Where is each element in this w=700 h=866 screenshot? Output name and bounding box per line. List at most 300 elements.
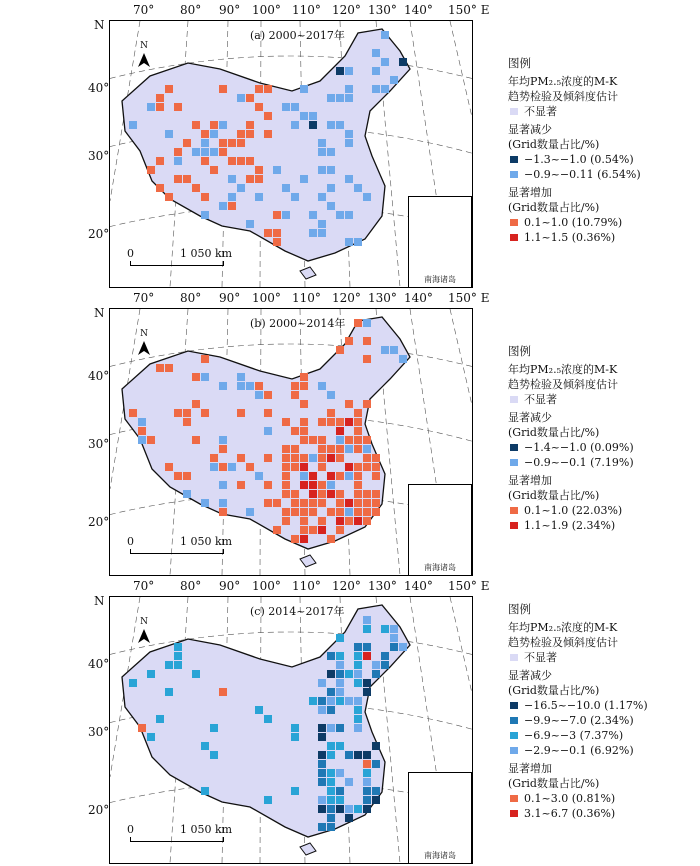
grid-cell [390, 346, 398, 354]
grid-cell [282, 463, 290, 471]
grid-cell [327, 769, 335, 777]
grid-cell [246, 94, 254, 102]
lon-label-90: 90° [219, 3, 241, 17]
map-frame-c [109, 596, 473, 864]
grid-cell [354, 652, 362, 660]
legend-not-sig: 不显著 [508, 650, 698, 665]
grid-cell [336, 499, 344, 507]
grid-cell [138, 427, 146, 435]
north-arrow-a: N [140, 41, 148, 51]
grid-cell [309, 454, 317, 462]
grid-cell [345, 517, 353, 525]
grid-cell [291, 499, 299, 507]
grid-cell [228, 139, 236, 147]
lat-label-30: 30° [88, 149, 110, 163]
grid-cell [399, 643, 407, 651]
grid-cell [300, 472, 308, 480]
grid-cell [327, 742, 335, 750]
grid-cell [300, 535, 308, 543]
grid-cell [273, 211, 281, 219]
grid-cell [300, 454, 308, 462]
grid-cell [300, 175, 308, 183]
grid-cell [192, 400, 200, 408]
grid-cell [327, 508, 335, 516]
grid-cell [228, 175, 236, 183]
grid-cell [264, 391, 272, 399]
grid-cell [336, 94, 344, 102]
grid-cell [345, 130, 353, 138]
legend-increase-unit: (Grid数量占比/%) [508, 201, 600, 214]
grid-cell [300, 436, 308, 444]
grid-cell [336, 508, 344, 516]
grid-cell [291, 427, 299, 435]
scale-bar-a [130, 261, 224, 266]
grid-cell [327, 778, 335, 786]
grid-cell [165, 463, 173, 471]
grid-cell [336, 346, 344, 354]
legend-heading: 图例 [508, 602, 531, 616]
grid-cell [309, 211, 317, 219]
north-arrow-icon-b [137, 341, 151, 355]
grid-cell [309, 112, 317, 120]
grid-cell [318, 697, 326, 705]
grid-cell [219, 499, 227, 507]
grid-cell [327, 202, 335, 210]
grid-cell [156, 184, 164, 192]
grid-cell [282, 481, 290, 489]
grid-cell [219, 121, 227, 129]
grid-cell [345, 508, 353, 516]
lat-label-n: N [94, 306, 105, 320]
grid-cell [363, 625, 371, 633]
grid-cell [354, 184, 362, 192]
grid-cell [318, 436, 326, 444]
grid-cell [318, 490, 326, 498]
grid-cell [219, 688, 227, 696]
grid-cell [165, 661, 173, 669]
grid-cell [174, 103, 182, 111]
grid-cell [210, 166, 218, 174]
lon-label-100: 100° [252, 291, 281, 305]
lon-label-110: 110° [292, 3, 321, 17]
lat-label-30: 30° [88, 437, 110, 451]
scale-zero-a: 0 [127, 247, 134, 260]
legend-item: 1.1~1.5 (0.36%) [508, 230, 698, 245]
grid-cell [264, 130, 272, 138]
legend-increase-unit: (Grid数量占比/%) [508, 777, 600, 790]
grid-cell [372, 508, 380, 516]
grid-cell [291, 490, 299, 498]
grid-cell [318, 445, 326, 453]
grid-cell [210, 130, 218, 138]
grid-cell [291, 508, 299, 516]
grid-cell [327, 445, 335, 453]
panel-c [0, 576, 700, 866]
grid-cell [336, 427, 344, 435]
grid-cell [363, 805, 371, 813]
grid-cell [336, 517, 344, 525]
grid-cell [228, 193, 236, 201]
grid-cell [318, 526, 326, 534]
legend-item: 0.1~1.0 (10.79%) [508, 215, 698, 230]
grid-cell [390, 634, 398, 642]
grid-cell [345, 400, 353, 408]
grid-cell [363, 760, 371, 768]
lat-label-20: 20° [88, 227, 110, 241]
grid-cell [228, 463, 236, 471]
lat-label-n: N [94, 18, 105, 32]
grid-cell [345, 67, 353, 75]
grid-cell [255, 382, 263, 390]
grid-cell [363, 679, 371, 687]
grid-cell [345, 472, 353, 480]
grid-cell [192, 373, 200, 381]
legend-decrease-unit: (Grid数量占比/%) [508, 684, 600, 697]
grid-cell [183, 409, 191, 417]
grid-cell [309, 481, 317, 489]
grid-cell [219, 148, 227, 156]
grid-cell [183, 490, 191, 498]
grid-cell [345, 418, 353, 426]
grid-cell [327, 535, 335, 543]
north-arrow-icon-a [137, 53, 151, 67]
grid-cell [174, 148, 182, 156]
grid-cell [264, 427, 272, 435]
legend-b [508, 344, 698, 533]
grid-cell [327, 787, 335, 795]
grid-cell [210, 724, 218, 732]
grid-cell [255, 103, 263, 111]
grid-cell [327, 121, 335, 129]
grid-cell [318, 463, 326, 471]
grid-cell [129, 121, 137, 129]
grid-cell [372, 670, 380, 678]
grid-cell [372, 796, 380, 804]
grid-cell [255, 166, 263, 174]
grid-cell [138, 418, 146, 426]
grid-cell [345, 175, 353, 183]
legend-item: 1.1~1.9 (2.34%) [508, 518, 698, 533]
grid-cell [291, 103, 299, 111]
grid-cell [291, 121, 299, 129]
grid-cell [345, 211, 353, 219]
grid-cell [372, 742, 380, 750]
grid-cell [363, 400, 371, 408]
grid-cell [372, 760, 380, 768]
grid-cell [201, 373, 209, 381]
grid-cell [282, 445, 290, 453]
grid-cell [354, 670, 362, 678]
grid-cell [345, 445, 353, 453]
grid-cell [327, 166, 335, 174]
grid-cell [183, 418, 191, 426]
inset-scs-a [408, 196, 472, 288]
lon-label-110: 110° [292, 291, 321, 305]
grid-cell [336, 787, 344, 795]
lon-label-90: 90° [219, 579, 241, 593]
legend-item: −9.9~−7.0 (2.34%) [508, 713, 698, 728]
grid-cell [228, 202, 236, 210]
grid-cell [147, 103, 155, 111]
grid-cell [192, 148, 200, 156]
grid-cell [219, 202, 227, 210]
grid-cell [363, 454, 371, 462]
grid-cell [354, 679, 362, 687]
north-arrow-c: N [140, 617, 148, 627]
grid-cell [174, 472, 182, 480]
grid-cell [192, 436, 200, 444]
legend-decrease-unit: (Grid数量占比/%) [508, 426, 600, 439]
grid-cell [219, 463, 227, 471]
grid-cell [372, 499, 380, 507]
grid-cell [264, 499, 272, 507]
legend-increase-unit: (Grid数量占比/%) [508, 489, 600, 502]
grid-cell [363, 193, 371, 201]
grid-cell [165, 688, 173, 696]
grid-cell [201, 499, 209, 507]
grid-cell [183, 139, 191, 147]
grid-cell [336, 805, 344, 813]
grid-cell [183, 175, 191, 183]
grid-cell [327, 94, 335, 102]
grid-cell [381, 661, 389, 669]
grid-cell [345, 463, 353, 471]
grid-cell [336, 670, 344, 678]
lat-label-n: N [94, 594, 105, 608]
grid-cell [282, 211, 290, 219]
grid-cell [237, 409, 245, 417]
grid-cell [318, 796, 326, 804]
grid-cell [336, 661, 344, 669]
scale-distance-c: 1 050 km [180, 823, 233, 836]
grid-cell [246, 121, 254, 129]
legend-item: 0.1~1.0 (22.03%) [508, 503, 698, 518]
grid-cell [237, 139, 245, 147]
grid-cell [201, 157, 209, 165]
grid-cell [336, 724, 344, 732]
grid-cell [363, 778, 371, 786]
lon-label-80: 80° [180, 291, 202, 305]
grid-cell [147, 733, 155, 741]
grid-cell [336, 436, 344, 444]
grid-cell [354, 427, 362, 435]
legend-not-sig: 不显著 [508, 104, 698, 119]
grid-cell [282, 472, 290, 480]
grid-cell [354, 418, 362, 426]
grid-cell [246, 175, 254, 183]
grid-cell [255, 175, 263, 183]
legend-subtitle-1: 年均PM₂.₅浓度的M-K [508, 75, 618, 88]
grid-cell [336, 211, 344, 219]
grid-cell [147, 436, 155, 444]
grid-cell [372, 49, 380, 57]
grid-cell [381, 58, 389, 66]
grid-cell [282, 490, 290, 498]
grid-cell [237, 130, 245, 138]
legend-decrease-title: 显著减少 [508, 669, 552, 682]
legend-increase-title: 显著增加 [508, 762, 552, 775]
grid-cell [210, 148, 218, 156]
grid-cell [345, 499, 353, 507]
legend-item: 3.1~6.7 (0.36%) [508, 806, 698, 821]
legend-decrease-unit: (Grid数量占比/%) [508, 138, 600, 151]
grid-cell [318, 769, 326, 777]
legend-subtitle-1: 年均PM₂.₅浓度的M-K [508, 621, 618, 634]
grid-cell [381, 652, 389, 660]
grid-cell [300, 400, 308, 408]
lon-label-80: 80° [180, 579, 202, 593]
grid-cell [210, 463, 218, 471]
grid-cell [255, 391, 263, 399]
grid-cell [354, 463, 362, 471]
legend-increase-title: 显著增加 [508, 186, 552, 199]
grid-cell [264, 481, 272, 489]
lat-label-20: 20° [88, 803, 110, 817]
grid-cell [219, 85, 227, 93]
grid-cell [327, 697, 335, 705]
grid-cell [318, 220, 326, 228]
grid-cell [354, 472, 362, 480]
grid-cell [354, 715, 362, 723]
grid-cell [363, 787, 371, 795]
grid-cell [354, 643, 362, 651]
grid-cell [318, 778, 326, 786]
grid-cell [255, 193, 263, 201]
grid-cell [363, 688, 371, 696]
grid-cell [327, 724, 335, 732]
grid-cell [327, 454, 335, 462]
grid-cell [327, 670, 335, 678]
grid-cell [264, 454, 272, 462]
grid-cell [291, 463, 299, 471]
grid-cell [291, 787, 299, 795]
grid-cell [336, 490, 344, 498]
grid-cell [318, 193, 326, 201]
grid-cell [246, 463, 254, 471]
grid-cell [327, 796, 335, 804]
grid-cell [363, 517, 371, 525]
grid-cell [237, 157, 245, 165]
grid-cell [318, 166, 326, 174]
grid-cell [381, 625, 389, 633]
grid-cell [264, 409, 272, 417]
grid-cell [219, 508, 227, 516]
grid-cell [219, 445, 227, 453]
grid-cell [246, 220, 254, 228]
grid-cell [399, 355, 407, 363]
grid-cell [273, 526, 281, 534]
grid-cell [336, 67, 344, 75]
inset-label-a: 南海诸岛 [424, 275, 456, 284]
grid-cell [327, 148, 335, 156]
grid-cell [318, 706, 326, 714]
grid-cell [363, 355, 371, 363]
grid-cell [363, 445, 371, 453]
grid-cell [318, 418, 326, 426]
scale-distance-a: 1 050 km [180, 247, 233, 260]
legend-a [508, 56, 698, 245]
grid-cell [363, 643, 371, 651]
grid-cell [336, 652, 344, 660]
lon-label-150: 150° E [448, 3, 490, 17]
grid-cell [174, 661, 182, 669]
grid-cell [354, 436, 362, 444]
grid-cell [327, 823, 335, 831]
grid-cell [264, 796, 272, 804]
grid-cell [174, 643, 182, 651]
lat-label-40: 40° [88, 369, 110, 383]
grid-cell [318, 148, 326, 156]
grid-cell [300, 418, 308, 426]
grid-cell [129, 679, 137, 687]
grid-cell [336, 418, 344, 426]
legend-item: −2.9~−0.1 (6.92%) [508, 743, 698, 758]
grid-cell [354, 724, 362, 732]
grid-cell [354, 409, 362, 417]
grid-cell [129, 409, 137, 417]
grid-cell [318, 139, 326, 147]
inset-scs-b [408, 484, 472, 576]
grid-cell [363, 319, 371, 327]
panel-b [0, 288, 700, 578]
lon-label-150: 150° E [448, 579, 490, 593]
scale-distance-b: 1 050 km [180, 535, 233, 548]
grid-cell [354, 499, 362, 507]
grid-cell [363, 499, 371, 507]
grid-cell [354, 238, 362, 246]
lon-label-80: 80° [180, 3, 202, 17]
grid-cell [363, 751, 371, 759]
grid-cell [345, 85, 353, 93]
legend-item: −1.3~−1.0 (0.54%) [508, 152, 698, 167]
china-outline-a [122, 29, 410, 261]
legend-subtitle-2: 趋势检验及倾斜度估计 [508, 90, 618, 103]
grid-cell [372, 490, 380, 498]
grid-cell [309, 499, 317, 507]
north-arrow-b: N [140, 329, 148, 339]
grid-cell [255, 85, 263, 93]
grid-cell [219, 382, 227, 390]
grid-cell [291, 454, 299, 462]
grid-cell [327, 418, 335, 426]
grid-cell [372, 661, 380, 669]
grid-cell [309, 436, 317, 444]
grid-cell [354, 517, 362, 525]
grid-cell [318, 805, 326, 813]
grid-cell [336, 634, 344, 642]
grid-cell [282, 184, 290, 192]
lon-label-140: 140° [404, 579, 433, 593]
grid-cell [282, 418, 290, 426]
grid-cell [246, 508, 254, 516]
lon-label-120: 120° [332, 3, 361, 17]
grid-cell [318, 751, 326, 759]
grid-cell [363, 463, 371, 471]
grid-cell [327, 706, 335, 714]
grid-cell [156, 364, 164, 372]
grid-cell [345, 94, 353, 102]
lon-label-150: 150° E [448, 291, 490, 305]
grid-cell [345, 751, 353, 759]
legend-c [508, 602, 698, 821]
grid-cell [282, 454, 290, 462]
grid-cell [318, 229, 326, 237]
grid-cell [354, 319, 362, 327]
grid-cell [201, 148, 209, 156]
grid-cell [228, 157, 236, 165]
grid-cell [336, 688, 344, 696]
grid-cell [156, 715, 164, 723]
